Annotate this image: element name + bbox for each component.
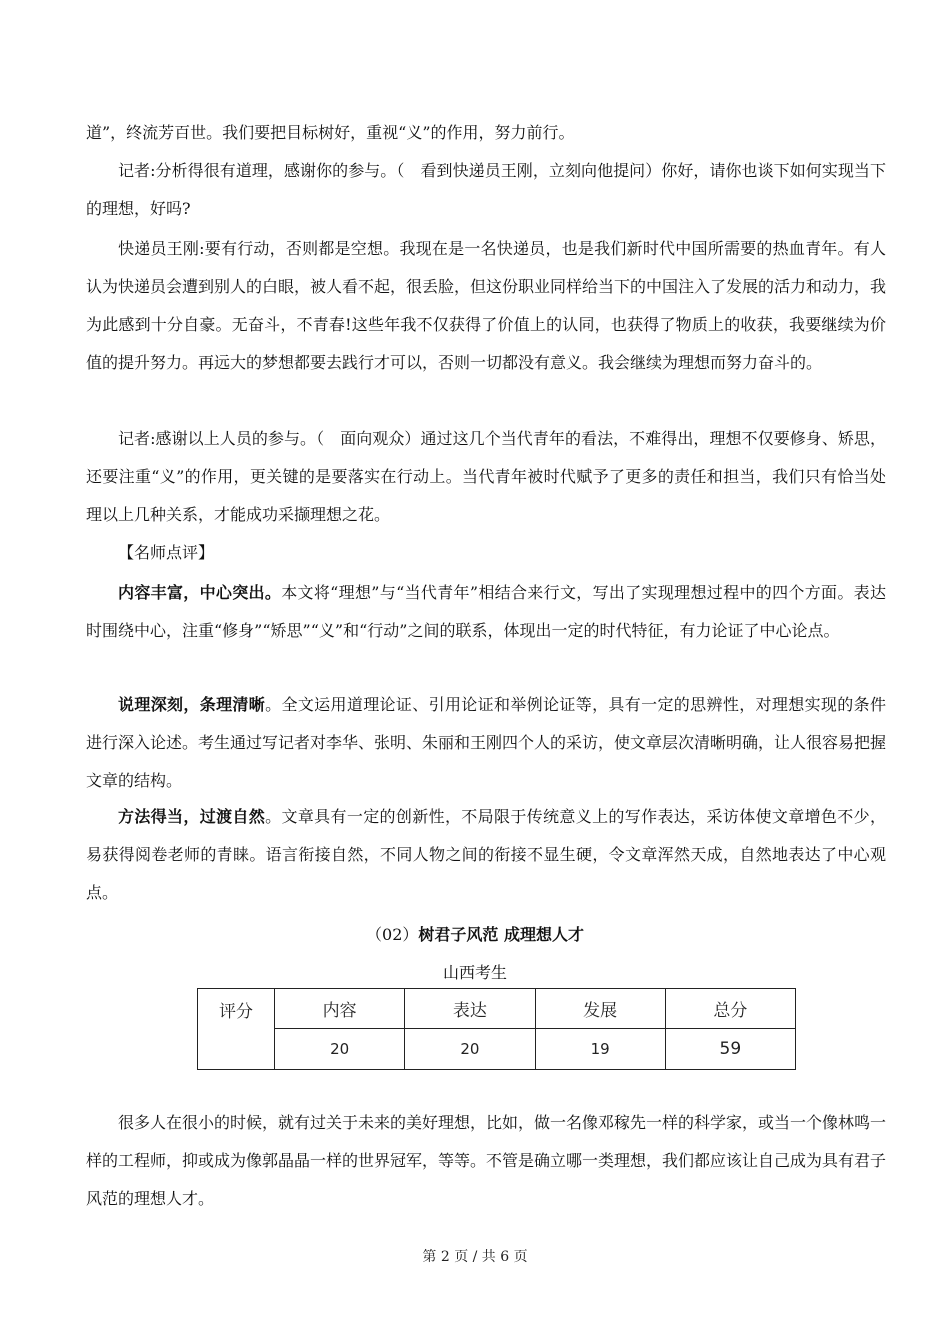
review-item-1-text: 本文将“理想”与“当代青年”相结合来行文，写出了实现理想过程中的四个方面。表达时围绕中心，注重“修身”“矫思”“义”和“行动”之间的联系，体现出一定的时代特征，有力论证了中心论点。	[86, 583, 886, 640]
review-heading: 【名师点评】	[118, 543, 215, 562]
essay-author: 山西考生	[442, 963, 507, 982]
footer-suffix: 页	[513, 1249, 528, 1265]
essay-title-line	[0, 922, 950, 945]
footer-total-pages: 6	[500, 1249, 510, 1265]
review-item-3-lead: 方法得当，过渡自然	[118, 807, 266, 826]
review-item-2-lead: 说理深刻，条理清晰	[118, 695, 266, 714]
score-value-total: 59	[665, 1029, 795, 1070]
score-header-development: 发展	[535, 989, 665, 1029]
score-table-header-row	[198, 989, 796, 1029]
score-value-content: 20	[275, 1029, 405, 1070]
essay-number: （02）	[366, 925, 419, 944]
footer-middle: 页 / 共	[454, 1249, 496, 1265]
review-item-3-text: 。文章具有一定的创新性，不局限于传统意义上的写作表达，采访体使文章增色不少，易获得阅卷老师的青睐。语言衔接自然，不同人物之间的衔接不显生硬，令文章浑然天成，自然地表达了中心观点。	[86, 807, 886, 902]
score-value-expression: 20	[405, 1029, 535, 1070]
review-item-2	[86, 686, 886, 800]
review-item-2-text: 。全文运用道理论证、引用论证和举例论证等，具有一定的思辨性，对理想实现的条件进行深入论述。考生通过写记者对李华、张明、朱丽和王刚四个人的采访，使文章层次清晰明确，让人很容易把握文章的结构。	[86, 695, 887, 790]
score-header-expression: 表达	[405, 989, 535, 1029]
score-header-total: 总分	[665, 989, 795, 1029]
score-table-label: 评分	[198, 989, 275, 1070]
essay-opening-paragraph: 很多人在很小的时候，就有过关于未来的美好理想，比如，做一名像邓稼先一样的科学家，或当一个像林鸣一样的工程师，抑或成为像郭晶晶一样的世界冠军，等等。不管是确立哪一类理想，我们都应该让自己成为具有君子风范的理想人才。	[86, 1113, 887, 1208]
page-footer	[0, 1246, 950, 1266]
footer-prefix: 第	[422, 1249, 437, 1265]
paragraph-reporter-conclusion: 记者:感谢以上人员的参与。（ 面向观众）通过这几个当代青年的看法，不难得出，理想不仅要修身、矫思，还要注重“义”的作用，更关键的是要落实在行动上。当代青年被时代赋予了更多的责任和担当，我们只有恰当处理以上几种关系，才能成功采撷理想之花。	[86, 429, 886, 524]
essay-title: 树君子风范 成理想人才	[418, 925, 584, 944]
footer-page-number: 2	[440, 1249, 450, 1265]
review-item-1	[86, 574, 886, 650]
score-table-value-row	[198, 1029, 796, 1070]
paragraph-reporter-question: 记者:分析得很有道理，感谢你的参与。（ 看到快递员王刚，立刻向他提问）你好，请你也谈下如何实现当下的理想，好吗?	[86, 161, 886, 218]
paragraph-continuation: 道”，终流芳百世。我们要把目标树好，重视“义”的作用，努力前行。	[86, 123, 575, 142]
score-value-development: 19	[535, 1029, 665, 1070]
review-item-1-lead: 内容丰富，中心突出。	[118, 583, 282, 602]
paragraph-courier-answer: 快递员王刚:要有行动，否则都是空想。我现在是一名快递员，也是我们新时代中国所需要的热血青年。有人认为快递员会遭到别人的白眼，被人看不起，很丢脸，但这份职业同样给当下的中国注入了发展的活力和动力，我为此感到十分自豪。无奋斗，不青春!这些年我不仅获得了价值上的认同，也获得了物质上的收获，我要继续为价值的提升努力。再远大的梦想都要去践行才可以，否则一切都没有意义。我会继续为理想而努力奋斗的。	[86, 239, 887, 372]
review-item-3	[86, 798, 886, 912]
score-table	[197, 988, 796, 1070]
score-header-content: 内容	[275, 989, 405, 1029]
